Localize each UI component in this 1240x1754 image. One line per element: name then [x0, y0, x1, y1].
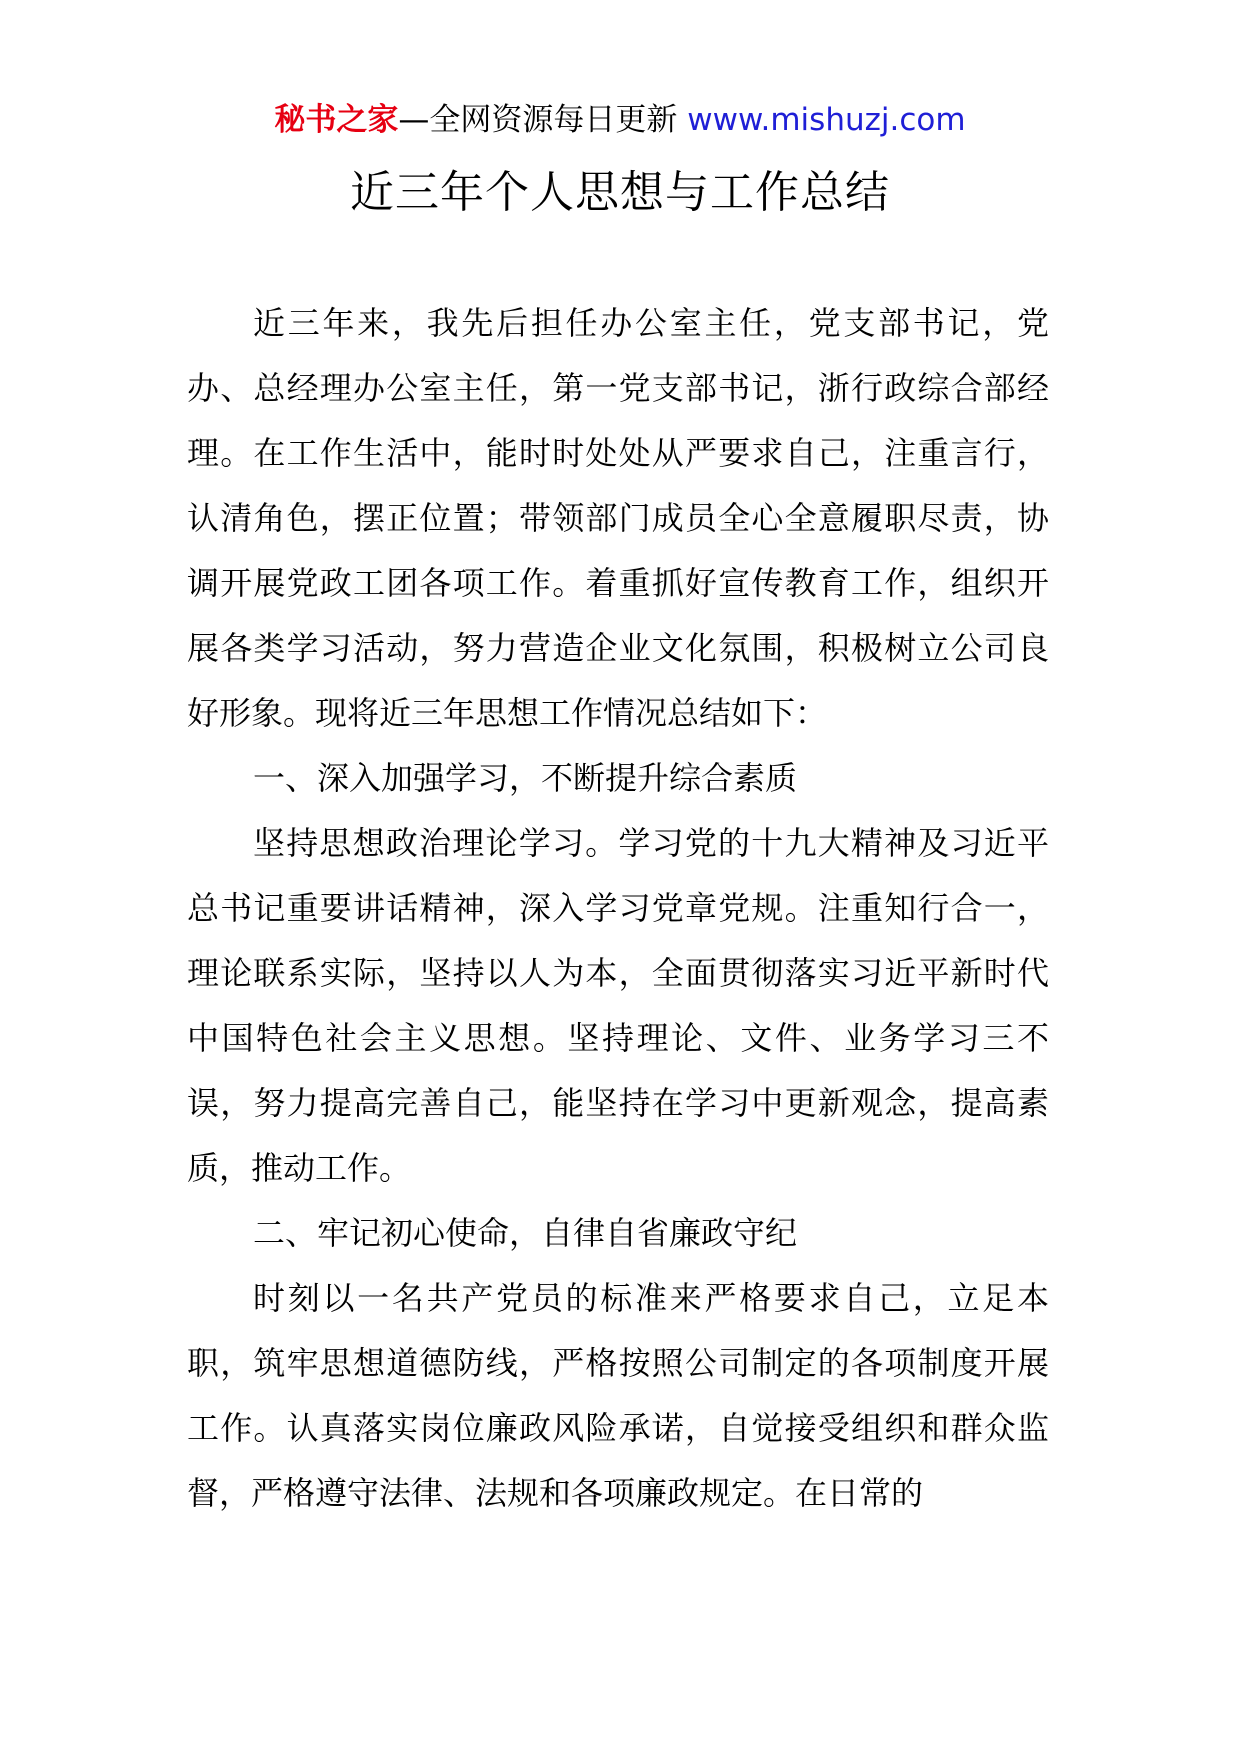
section-heading-2: 二、牢记初心使命，自律自省廉政守纪 [253, 1214, 798, 1252]
banner-url-link[interactable]: www.mishuzj.com [687, 102, 966, 138]
intro-paragraph: 近三年来，我先后担任办公室主任，党支部书记，党办、总经理办公室主任，第一党支部书记，浙行政综合部经理。在工作生活中，能时时处处从严要求自己，注重言行，认清角色，摆正位置；带领部门成员全心全意履职尽责，协调开展党政工团各项工作。着重抓好宣传教育工作，组织开展各类学习活动，努力营造企业文化氛围，积极树立公司良好形象。现将近三年思想工作情况总结如下： [187, 304, 1049, 732]
section-paragraph-2: 时刻以一名共产党员的标准来严格要求自己，立足本职，筑牢思想道德防线，严格按照公司制定的各项制度开展工作。认真落实岗位廉政风险承诺，自觉接受组织和群众监督，严格遵守法律、法规和各项廉政规定。在日常的 [187, 1279, 1049, 1512]
document-body [187, 291, 1049, 1526]
site-banner [0, 100, 1240, 140]
section-heading-1: 一、深入加强学习，不断提升综合素质 [253, 759, 798, 797]
section-paragraph-1: 坚持思想政治理论学习。学习党的十九大精神及习近平总书记重要讲话精神，深入学习党章党规。注重知行合一，理论联系实际，坚持以人为本，全面贯彻落实习近平新时代中国特色社会主义思想。坚持理论、文件、业务学习三不误，努力提高完善自己，能坚持在学习中更新观念，提高素质，推动工作。 [187, 824, 1049, 1187]
banner-brand: 秘书之家 [274, 102, 399, 138]
document-title: 近三年个人思想与工作总结 [350, 167, 890, 218]
banner-slogan: —全网资源每日更新 [398, 102, 678, 138]
